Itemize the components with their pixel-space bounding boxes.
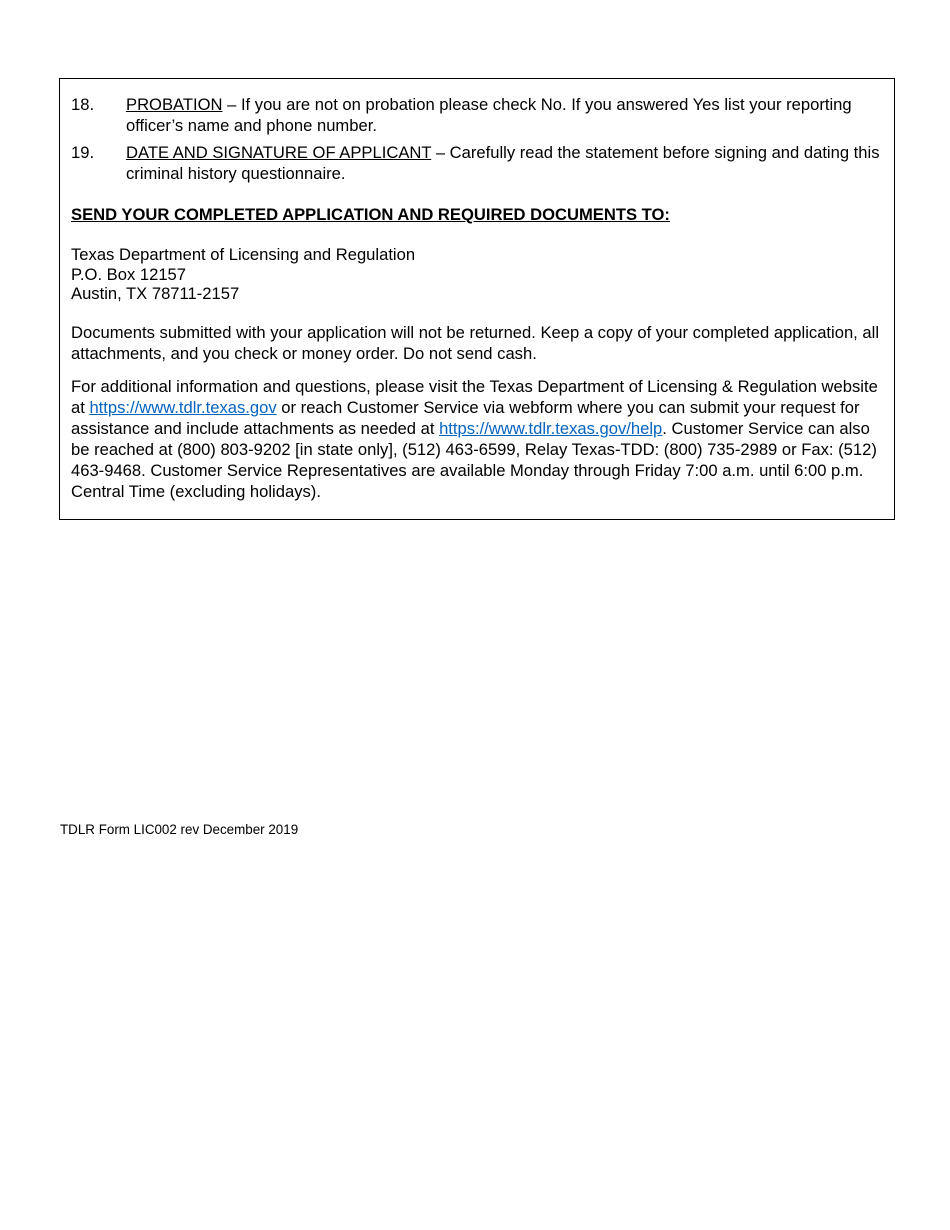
instructions-box: [59, 78, 895, 520]
address-line-organization: Texas Department of Licensing and Regulation: [71, 245, 416, 264]
contact-information: [71, 376, 891, 502]
instruction-item-18: [71, 95, 883, 136]
address-line-city: Austin, TX 78711-2157: [71, 284, 240, 303]
contact-text: For additional information and questions, please visit the Texas Department of Licensing & Regulation website at: [71, 377, 878, 417]
mailing-address: [71, 245, 415, 304]
tdlr-website-link[interactable]: https://www.tdlr.texas.gov: [89, 398, 277, 417]
item-heading-signature: DATE AND SIGNATURE OF APPLICANT: [126, 143, 432, 162]
address-line-po-box: P.O. Box 12157: [71, 264, 187, 284]
item-text: [126, 143, 883, 184]
form-footer: TDLR Form LIC002 rev December 2019: [60, 822, 299, 837]
item-description: – Carefully read the statement before signing and dating this criminal history questionnaire.: [126, 143, 880, 183]
instruction-item-19: [71, 143, 883, 184]
item-number: 19.: [71, 143, 95, 162]
item-description: – If you are not on probation please check No. If you answered Yes list your reporting officer’s name and phone number.: [126, 95, 852, 135]
item-text: [126, 95, 883, 136]
item-heading-probation: PROBATION: [126, 95, 223, 114]
item-number: 18.: [71, 95, 95, 114]
documents-note: Documents submitted with your application will not be returned. Keep a copy of your completed application, all attachments, and you check or money order. Do not send cash.: [71, 323, 880, 363]
contact-text: or reach Customer Service via webform where you can submit your request for assistance and include attachments as needed at: [71, 398, 860, 438]
send-documents-heading: SEND YOUR COMPLETED APPLICATION AND REQUIRED DOCUMENTS TO:: [71, 205, 670, 224]
tdlr-help-link[interactable]: https://www.tdlr.texas.gov/help: [439, 419, 663, 438]
contact-text: . Customer Service can also be reached at (800) 803-9202 [in state only], (512) 463-6599, Relay Texas-TDD: (800) 735-2989 or Fax: (512) 463-9468. Customer Service Representatives are available Monday through Friday 7:00 a.m. until 6:00 p.m. Central Time (excluding holidays).: [71, 419, 877, 501]
